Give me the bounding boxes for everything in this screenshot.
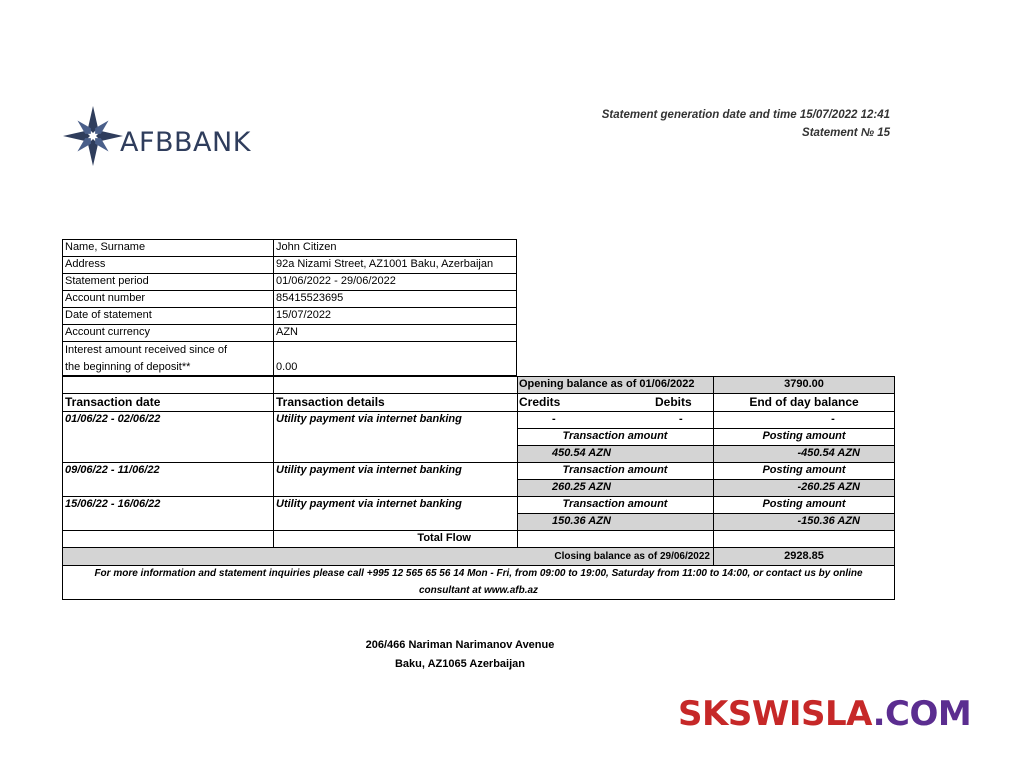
info-value: 01/06/2022 - 29/06/2022 — [276, 275, 396, 287]
transaction-date: 01/06/22 - 02/06/22 — [65, 413, 161, 425]
credit-value: - — [552, 413, 556, 425]
transaction-amount-label: Transaction amount — [562, 464, 668, 476]
posting-amount: -150.36 AZN — [797, 515, 860, 527]
transaction-amount-label: Transaction amount — [562, 430, 668, 442]
transaction-details: Utility payment via internet banking — [276, 464, 462, 476]
opening-balance-label: Opening balance as of 01/06/2022 — [519, 378, 695, 390]
contact-note: For more information and statement inquiries please call +995 12 565 65 56 14 Mon - Fri, from 09:00 to 19:00, Saturday from 11:00 to 14:00, or contact us by online — [94, 568, 863, 579]
watermark — [678, 694, 972, 734]
transaction-amount: 150.36 AZN — [552, 515, 611, 527]
info-value: John Citizen — [276, 241, 337, 253]
info-label: Account number — [65, 292, 146, 304]
interest-label: Interest amount received since of — [65, 344, 228, 356]
watermark-domain: .COM — [872, 694, 972, 734]
info-label: Account currency — [65, 326, 150, 338]
eod-value: - — [831, 413, 835, 425]
opening-balance-value: 3790.00 — [784, 378, 824, 390]
transaction-date: 15/06/22 - 16/06/22 — [65, 498, 161, 510]
posting-amount: -260.25 AZN — [797, 481, 860, 493]
info-label: Statement period — [65, 275, 149, 287]
generation-datetime: Statement generation date and time 15/07/2022 12:41 — [601, 109, 890, 121]
info-value: 92a Nizami Street, AZ1001 Baku, Azerbaijan — [276, 258, 494, 270]
watermark-text: SKSWISLA — [678, 694, 873, 734]
info-label: Address — [65, 258, 106, 270]
transaction-date: 09/06/22 - 11/06/22 — [65, 464, 160, 476]
column-header-credits: Credits — [519, 395, 561, 409]
address-line: 206/466 Nariman Narimanov Avenue — [365, 639, 555, 651]
debit-value: - — [679, 413, 683, 425]
transaction-amount-label: Transaction amount — [562, 498, 668, 510]
star-logo-icon — [62, 103, 124, 169]
info-value: AZN — [276, 326, 298, 338]
transaction-details: Utility payment via internet banking — [276, 498, 462, 510]
interest-label: the beginning of deposit** — [65, 361, 191, 373]
posting-amount-label: Posting amount — [762, 464, 846, 476]
info-label: Name, Surname — [65, 241, 146, 253]
column-header-eod: End of day balance — [749, 395, 859, 409]
transaction-amount: 450.54 AZN — [552, 447, 611, 459]
info-value: 15/07/2022 — [276, 309, 332, 321]
column-header-details: Transaction details — [276, 395, 385, 409]
bank-logo — [62, 103, 302, 169]
closing-balance-value: 2928.85 — [784, 550, 824, 562]
info-value: 85415523695 — [276, 292, 344, 304]
statement-number: Statement № 15 — [802, 127, 890, 139]
total-flow-label: Total Flow — [417, 532, 471, 544]
posting-amount-label: Posting amount — [762, 498, 846, 510]
posting-amount: -450.54 AZN — [797, 447, 860, 459]
bank-logo-text: AFBBANK — [120, 127, 251, 158]
transaction-amount: 260.25 AZN — [552, 481, 611, 493]
info-label: Date of statement — [65, 309, 152, 321]
transaction-details: Utility payment via internet banking — [276, 413, 462, 425]
address-line: Baku, AZ1065 Azerbaijan — [394, 658, 525, 670]
column-header-debits: Debits — [655, 395, 692, 409]
statement-header — [602, 106, 890, 142]
posting-amount-label: Posting amount — [762, 430, 846, 442]
contact-note-website: consultant at www.afb.az — [418, 585, 539, 596]
column-header-date: Transaction date — [65, 395, 161, 409]
interest-value: 0.00 — [276, 361, 298, 373]
bank-address — [300, 636, 620, 674]
closing-balance-label: Closing balance as of 29/06/2022 — [554, 551, 710, 562]
